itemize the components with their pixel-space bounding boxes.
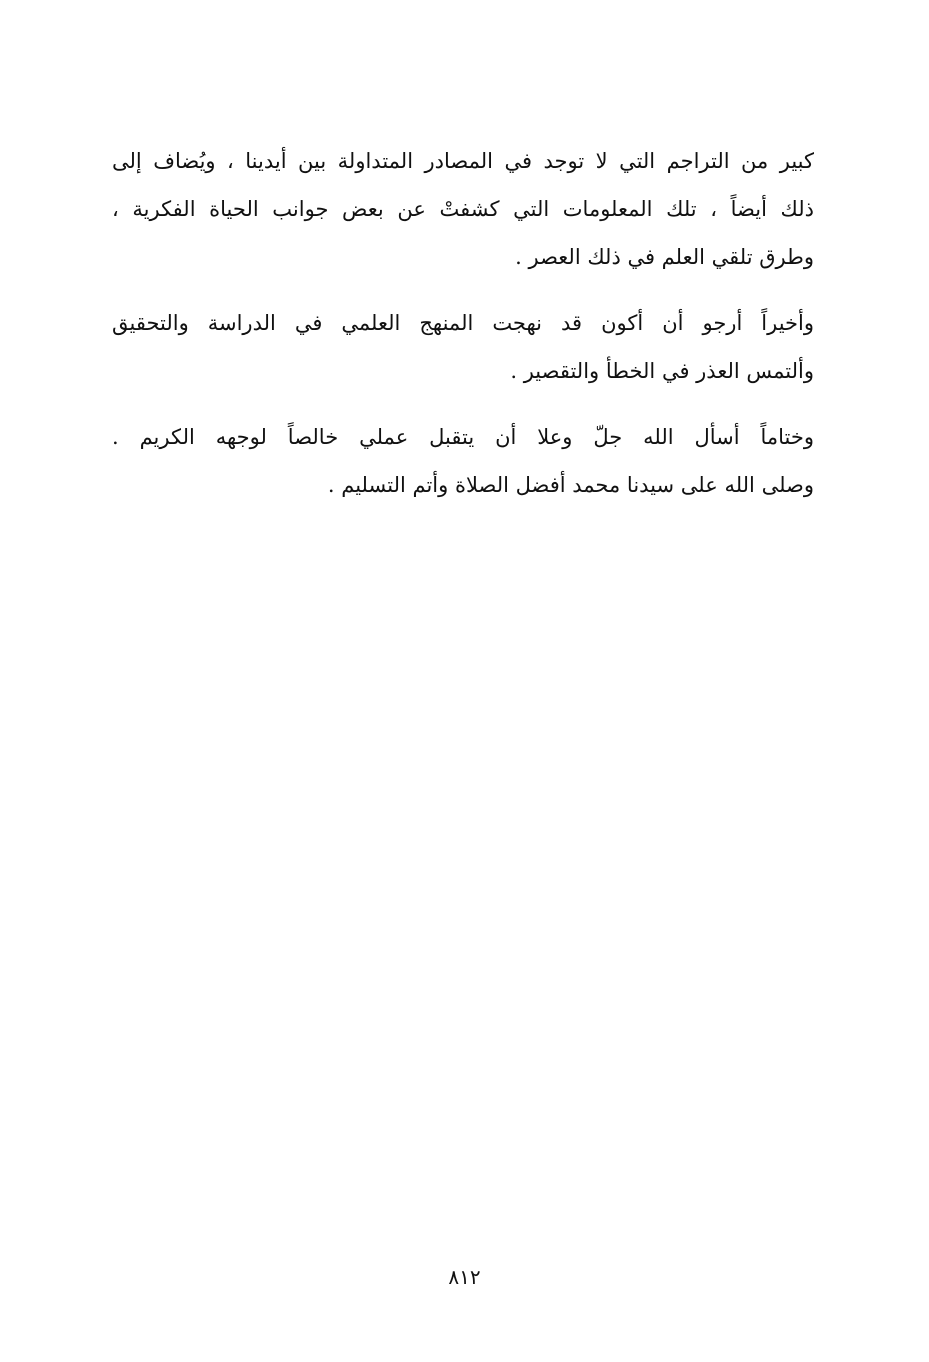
text-line: كبير من التراجم التي لا توجد في المصادر المتداولة بين أيدينا ، ويُضاف إلى <box>112 149 814 173</box>
text-line: ذلك أيضاً ، تلك المعلومات التي كشفتْ عن بعض جوانب الحياة الفكرية ، <box>112 197 814 221</box>
text-line: وألتمس العذر في الخطأ والتقصير . <box>510 359 814 383</box>
paragraph-intro <box>112 137 814 281</box>
text-line: وأخيراً أرجو أن أكون قد نهجت المنهج العلمي في الدراسة والتحقيق <box>112 311 814 335</box>
page-number: ٨١٢ <box>448 1265 481 1289</box>
text-line: وختاماً أسأل الله جلّ وعلا أن يتقبل عملي خالصاً لوجهه الكريم . <box>112 425 814 449</box>
body-text <box>112 137 814 527</box>
paragraph-apology <box>112 299 814 395</box>
paragraph-closing <box>112 413 814 509</box>
text-line: وصلى الله على سيدنا محمد أفضل الصلاة وأتم التسليم . <box>327 473 814 497</box>
text-line: وطرق تلقي العلم في ذلك العصر . <box>515 245 814 269</box>
